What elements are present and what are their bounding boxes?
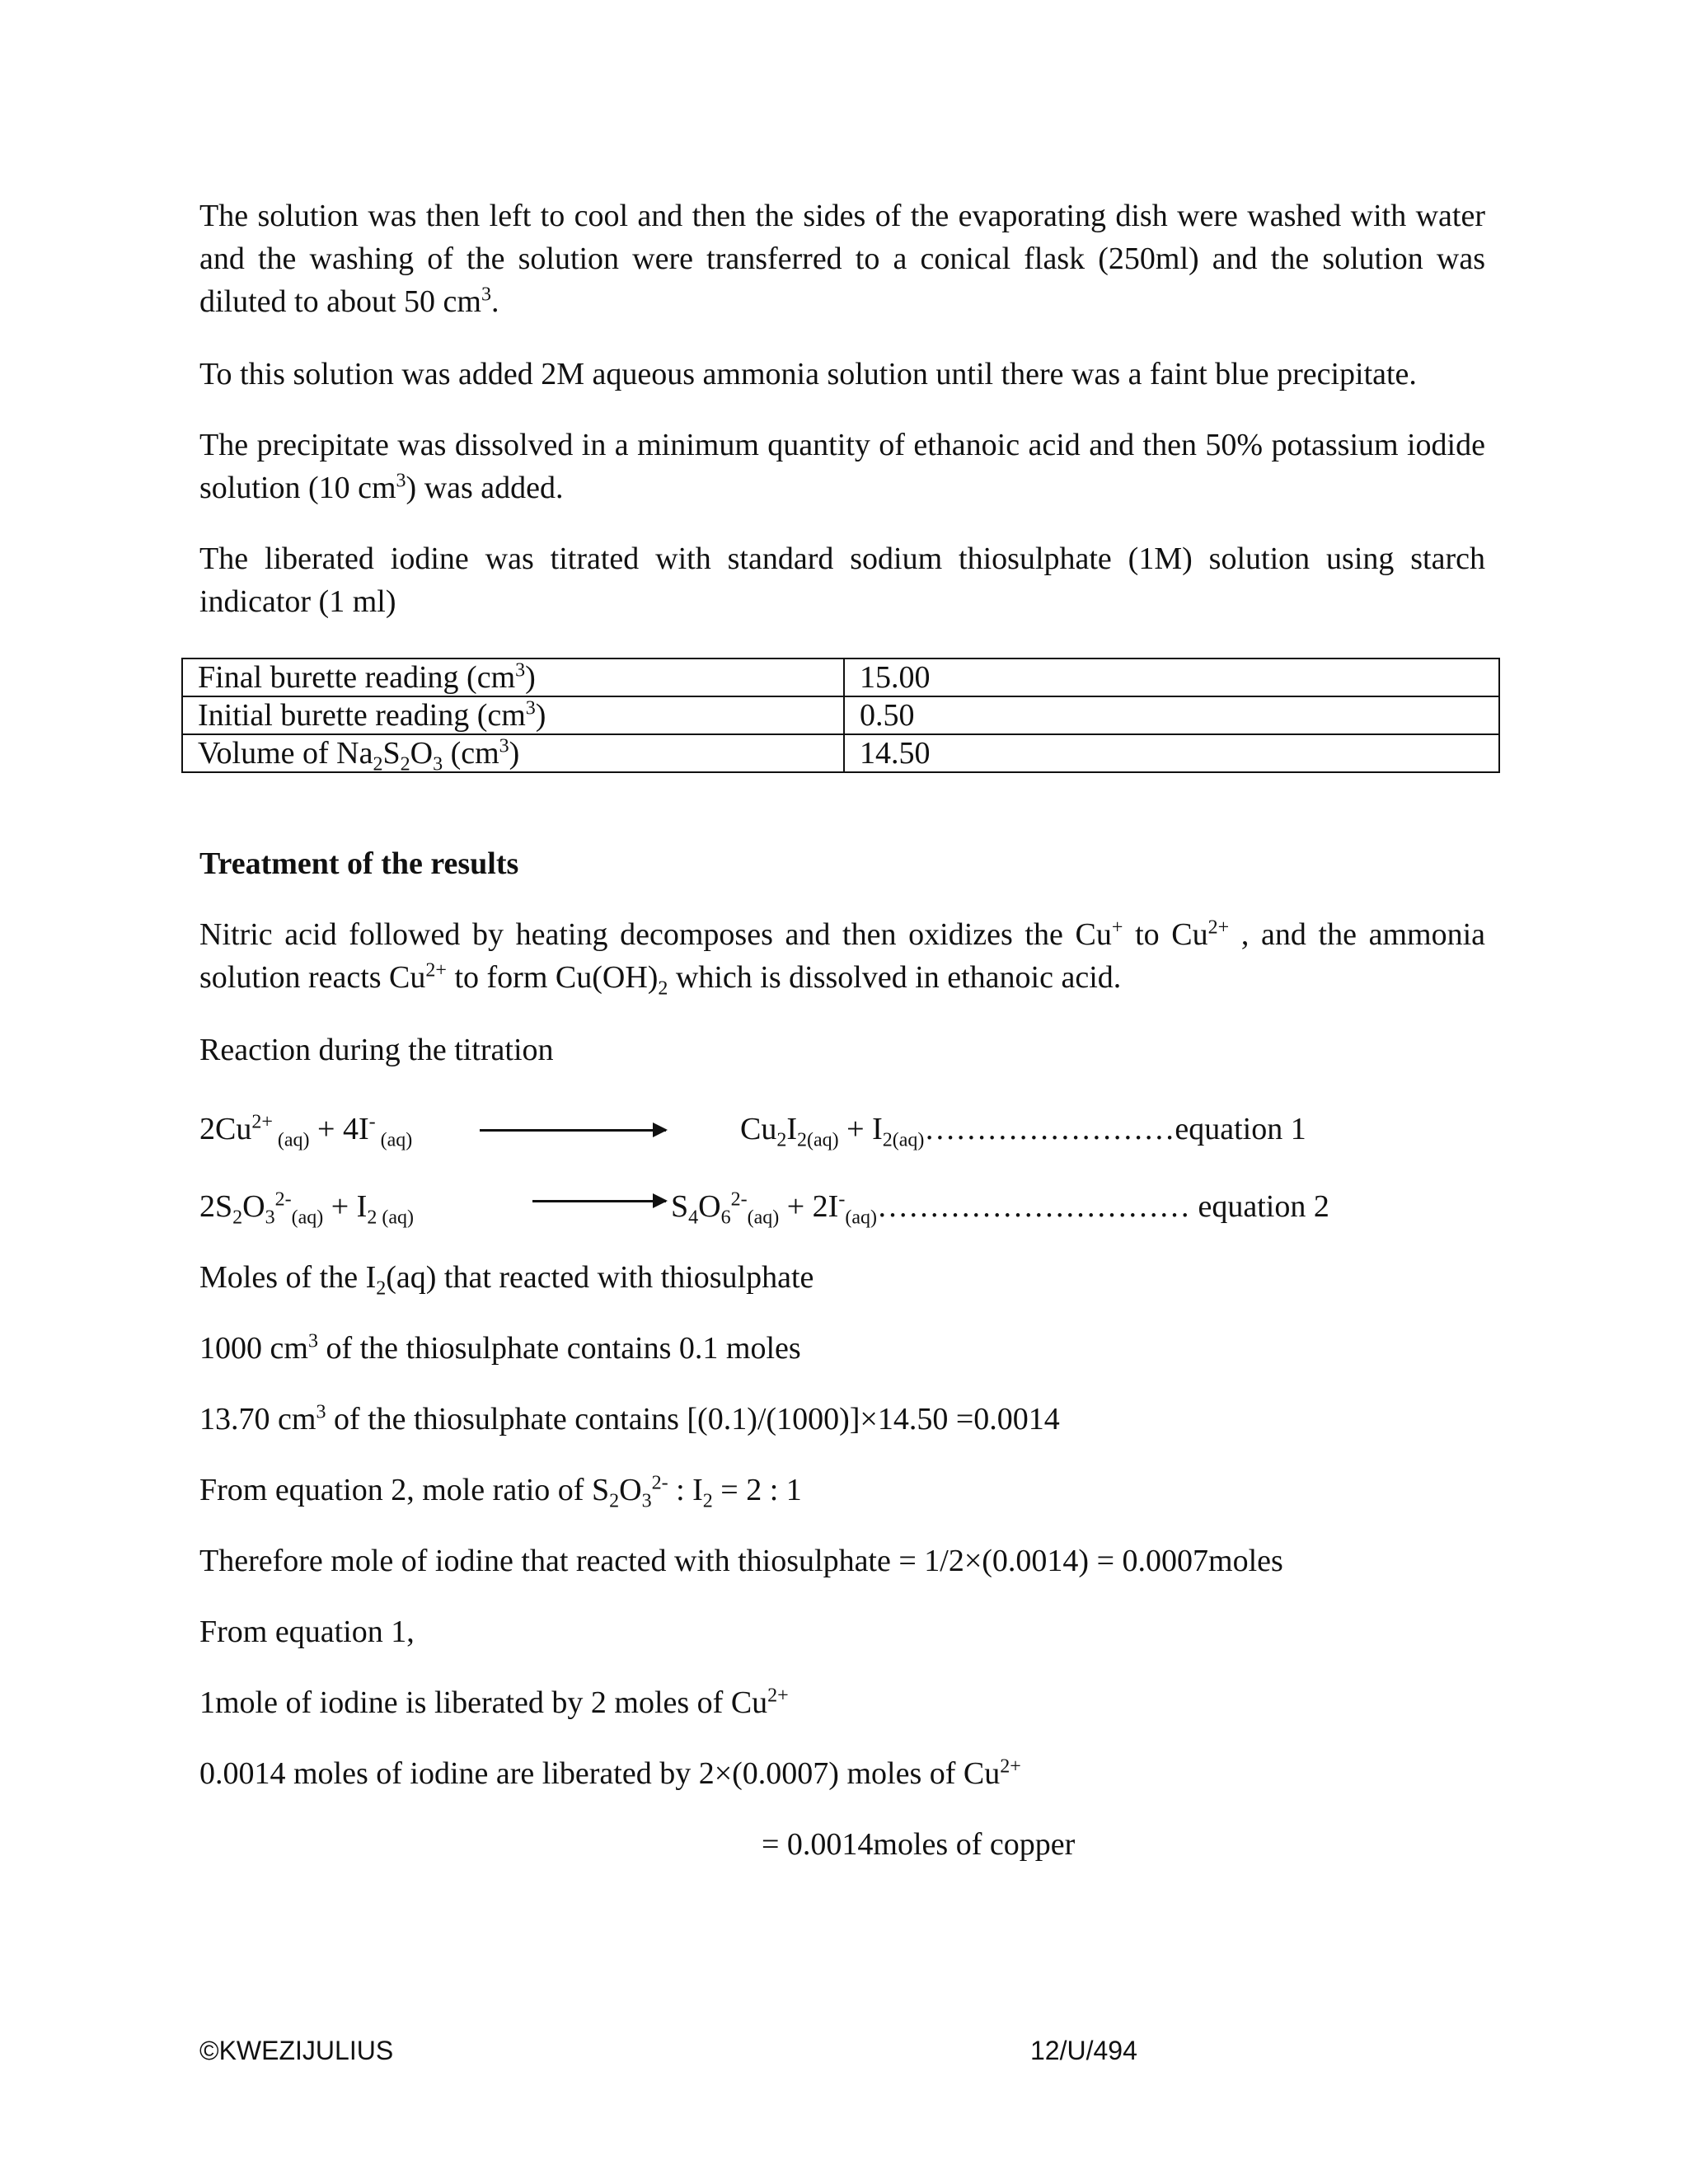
calc-line: From equation 1,	[199, 1615, 415, 1649]
paragraph-cooling: The solution was then left to cool and then the sides of the evaporating dish were washed with water and the washing of the solution were transferred to a conical flask (250ml) and the solution was diluted to about 50 $cm^3$.	[199, 199, 1485, 319]
paragraph-precipitate: The precipitate was dissolved in a minimum quantity of ethanoic acid and then 50% potassium iodide solution (10 $cm^3$) was added.	[199, 428, 1485, 505]
equation-1-products: $Cu_2I_{2(aq)}$ + $I_{2(aq)}\dots\dots\dots\dots\dots\dots\dots\dots equation$ 1	[740, 1112, 1306, 1151]
reaction-arrow-icon	[480, 1129, 666, 1132]
table-row	[182, 658, 1499, 696]
equation-2-products: $S_4O_6^{2-}_{(aq)}$ + $2I^-_{(aq)}\dots\dots\dots\dots\dots\dots\dots\dots\dots\dots$ equation 2	[671, 1188, 1329, 1229]
calc-line: 1000 $cm^3$ of the thiosulphate contains 0.1 moles	[199, 1330, 801, 1366]
calc-line: Therefore mole of iodine that reacted with thiosulphate = 1/2×(0.0014) = 0.0007moles	[199, 1544, 1283, 1578]
table-cell-label: Initial burette reading $(cm^3)$	[182, 696, 844, 734]
table-row	[182, 696, 1499, 734]
calc-line: 13.70 $cm^3$ of the thiosulphate contains [(0.1)/(1000)]×14.50 =0.0014	[199, 1401, 1060, 1436]
paragraph-titration: The liberated iodine was titrated with standard sodium thiosulphate (1M) solution using starch indicator (1 ml)	[199, 541, 1485, 619]
reaction-heading: Reaction during the titration	[199, 1033, 554, 1067]
calc-line: 0.0014 moles of iodine are liberated by 2×(0.0007) moles of $Cu^{2+}$	[199, 1755, 1021, 1791]
table-cell-label: Volume of $Na_2S_2O_3$ $(cm^3)$	[182, 734, 844, 772]
calc-line: 1mole of iodine is liberated by 2 moles of $Cu^{2+}$	[199, 1685, 789, 1720]
reaction-arrow-icon	[532, 1200, 666, 1202]
table-row	[182, 734, 1499, 772]
paragraph-treatment: Nitric acid followed by heating decomposes and then oxidizes the Cu+ to $Cu^{2+}$ , and the ammonia solution reacts $Cu^{2+}$ to form $Cu(OH)_2$ which is dissolved in ethanoic acid.	[199, 916, 1485, 1000]
calc-result: = 0.0014moles of copper	[762, 1827, 1076, 1862]
equation-1-reactants: $2Cu^{2+}$ $_{(aq)}$ + 4I- $_{(aq)}$	[199, 1111, 413, 1151]
section-heading: Treatment of the results	[199, 846, 519, 881]
footer-code: 12/U/494	[1030, 2036, 1137, 2065]
calc-line: From equation 2, mole ratio of $S_2O_3^{2-}$ : $I_2 = 2$ : 1	[199, 1472, 802, 1512]
table-cell-value: 15.00	[844, 658, 1499, 696]
burette-table	[181, 658, 1500, 776]
table-cell-label: Final burette reading $(cm^3)$	[182, 658, 844, 696]
table-cell-value: 0.50	[844, 696, 1499, 734]
equation-2-reactants: $2S_2O_3^{2-}_{(aq)} + I_{2 (aq)}$	[199, 1188, 414, 1229]
footer-copyright: ©KWEZIJULIUS	[199, 2036, 394, 2065]
paragraph-ammonia: To this solution was added 2M aqueous ammonia solution until there was a faint blue precipitate.	[199, 357, 1417, 391]
calc-line: Moles of the $I_2(aq)$ that reacted with thiosulphate	[199, 1260, 814, 1300]
table-cell-value: 14.50	[844, 734, 1499, 772]
